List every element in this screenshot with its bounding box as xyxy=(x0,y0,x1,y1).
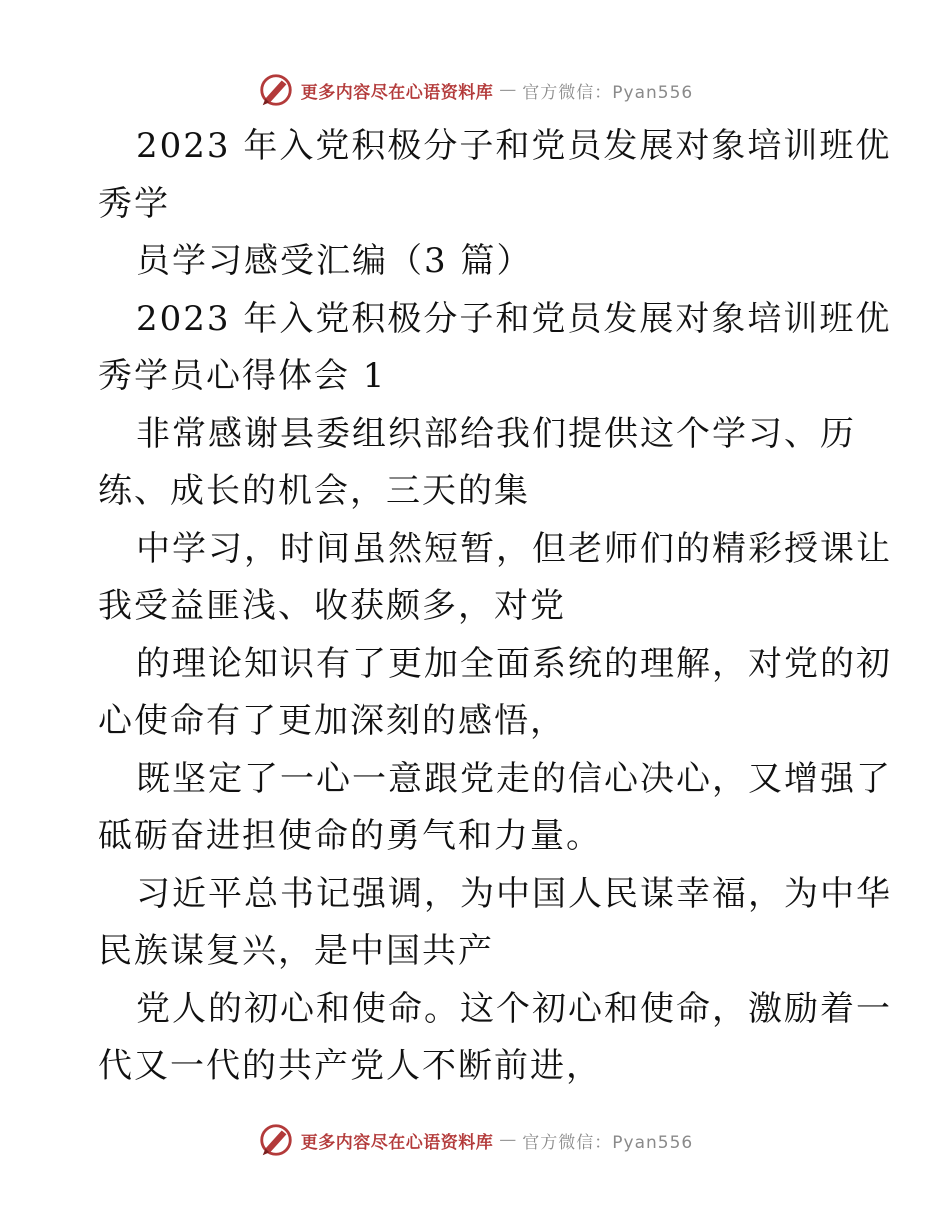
header-banner xyxy=(0,68,950,112)
text-line: 非常感谢县委组织部给我们提供这个学习、历 xyxy=(136,413,856,454)
text-line: 党人的初心和使命。这个初心和使命，激励着一 xyxy=(136,988,892,1029)
text-line: 民族谋复兴，是中国共产 xyxy=(98,931,494,971)
banner-wechat-text: 官方微信：Pyan556 xyxy=(522,82,694,103)
text-line: 代又一代的共产党人不断前进， xyxy=(98,1046,602,1086)
banner-wechat-text: 官方微信：Pyan556 xyxy=(522,1132,694,1153)
text-line: 心使命有了更加深刻的感悟， xyxy=(98,701,566,741)
text-line: 练、成长的机会，三天的集 xyxy=(98,471,530,511)
text-line: 我受益匪浅、收获颇多，对党 xyxy=(98,586,566,626)
banner-main-text: 更多内容尽在心语资料库 xyxy=(300,82,494,103)
document-body xyxy=(98,118,892,1096)
text-line: 既坚定了一心一意跟党走的信心决心，又增强了 xyxy=(136,758,892,799)
pen-in-circle-logo-icon xyxy=(257,71,295,109)
banner-separator: — xyxy=(499,80,517,100)
text-line: 中学习，时间虽然短暂，但老师们的精彩授课让 xyxy=(136,528,892,569)
text-line: 员学习感受汇编（3 篇） xyxy=(136,241,533,281)
text-line: 秀学员心得体会 1 xyxy=(98,356,387,396)
pen-in-circle-logo-icon xyxy=(257,1121,295,1159)
text-line: 秀学 xyxy=(98,183,170,224)
banner-separator: — xyxy=(499,1130,517,1150)
text-line: 的理论知识有了更加全面系统的理解，对党的初 xyxy=(136,643,892,684)
text-line: 习近平总书记强调，为中国人民谋幸福，为中华 xyxy=(136,873,892,914)
text-line: 砥砺奋进担使命的勇气和力量。 xyxy=(98,816,602,856)
text-line: 2023 年入党积极分子和党员发展对象培训班优 xyxy=(136,298,892,339)
footer-banner xyxy=(0,1118,950,1162)
banner-main-text: 更多内容尽在心语资料库 xyxy=(300,1132,494,1153)
text-line: 2023 年入党积极分子和党员发展对象培训班优 xyxy=(136,126,892,166)
